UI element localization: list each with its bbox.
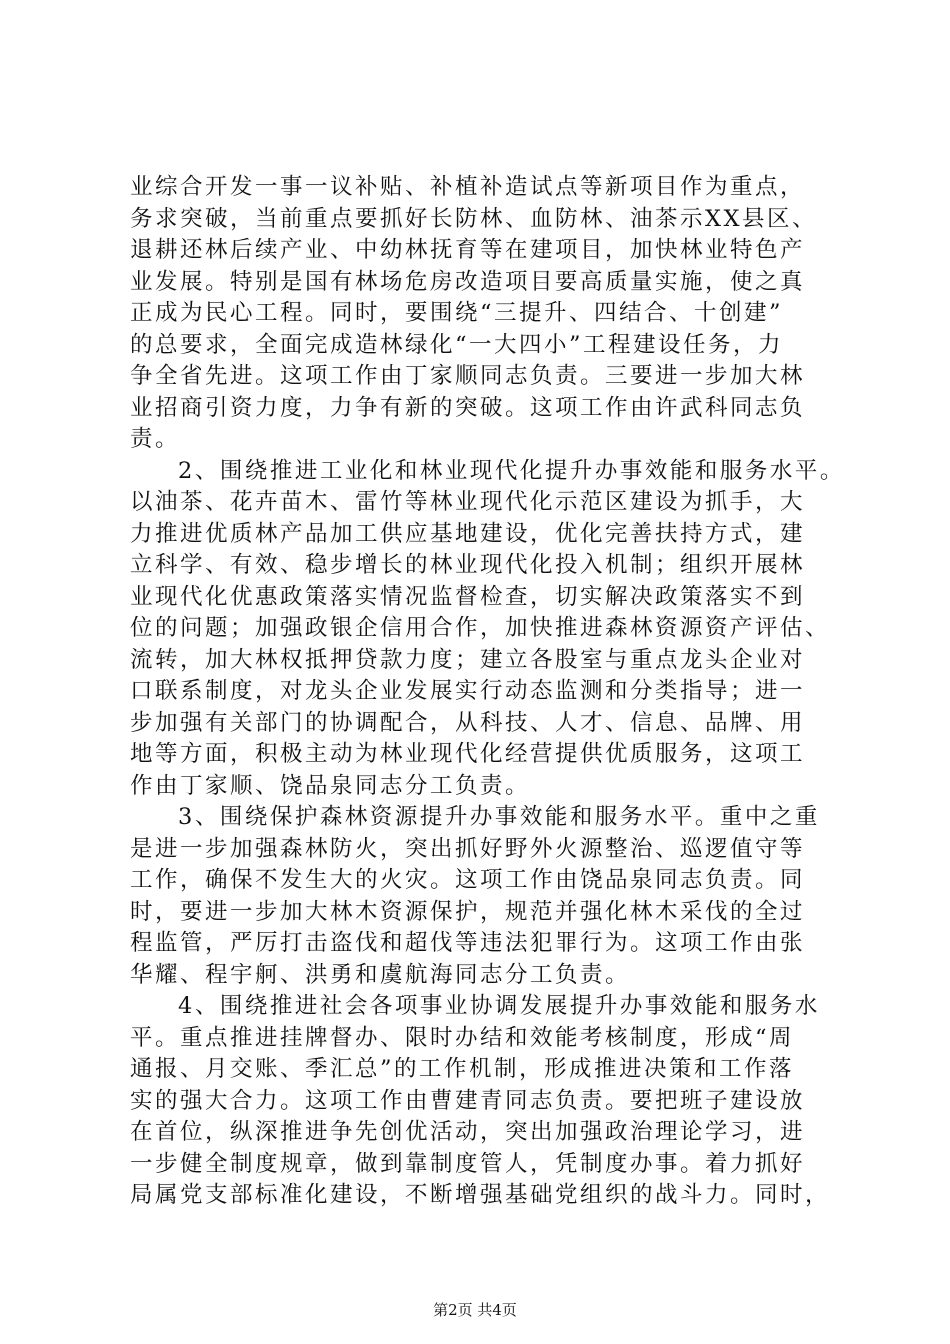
- text-line: 业现代化优惠政策落实情况监督检查，切实解决政策落实不到: [130, 583, 806, 610]
- text-line: 平。重点推进挂牌督办、限时办结和效能考核制度，形成“周: [130, 1024, 795, 1051]
- text-line: 位的问题；加强政银企信用合作，加快推进森林资源资产评估、: [130, 615, 831, 641]
- text-line: 实的强大合力。这项工作由曹建青同志负责。要把班子建设放: [130, 1087, 806, 1114]
- text-line: 业发展。特别是国有林场危房改造项目要高质量实施，使之真: [130, 268, 806, 295]
- text-line: 退耕还林后续产业、中幼林抚育等在建项目，加快林业特色产: [130, 237, 806, 263]
- text-line: 时，要进一步加大林木资源保护，规范并强化林木采伐的全过: [130, 898, 806, 925]
- text-line: 在首位，纵深推进争先创优活动，突出加强政治理论学习，进: [130, 1119, 806, 1145]
- text-line: 工作，确保不发生大的火灾。这项工作由饶品泉同志负责。同: [130, 867, 806, 893]
- text-line: 通报、月交账、季汇总”的工作机制，形成推进决策和工作落: [130, 1056, 795, 1082]
- text-line: 业招商引资力度，力争有新的突破。这项工作由许武科同志负: [130, 394, 806, 421]
- paragraph-start-2: 2、围绕推进工业化和林业现代化提升办事效能和服务水平。: [178, 457, 845, 484]
- text-line: 立科学、有效、稳步增长的林业现代化投入机制；组织开展林: [130, 552, 806, 578]
- page-number-footer: 第2页 共4页: [433, 1301, 517, 1319]
- text-line: 责。: [130, 426, 181, 452]
- text-line: 务求突破，当前重点要抓好长防林、血防林、油茶示XX县区、: [130, 205, 818, 232]
- text-line: 以油茶、花卉苗木、雷竹等林业现代化示范区建设为抓手，大: [130, 489, 806, 515]
- paragraph-start-4: 4、围绕推进社会各项事业协调发展提升办事效能和服务水: [178, 993, 820, 1019]
- text-line: 正成为民心工程。同时，要围绕“三提升、四结合、十创建”: [130, 300, 784, 326]
- text-line: 力推进优质林产品加工供应基地建设，优化完善扶持方式，建: [130, 520, 806, 547]
- document-body: [130, 172, 845, 1212]
- text-line: 流转，加大林权抵押贷款力度；建立各股室与重点龙头企业对: [130, 646, 806, 673]
- text-line: 是进一步加强森林防火，突出抓好野外火源整治、巡逻值守等: [130, 835, 806, 862]
- text-line: 地等方面，积极主动为林业现代化经营提供优质服务，这项工: [130, 741, 806, 767]
- text-line: 业综合开发一事一议补贴、补植补造试点等新项目作为重点，: [130, 174, 806, 200]
- text-line: 作由丁家顺、饶品泉同志分工负责。: [130, 772, 531, 799]
- text-line: 一步健全制度规章，做到靠制度管人，凭制度办事。着力抓好: [130, 1150, 806, 1177]
- text-line: 步加强有关部门的协调配合，从科技、人才、信息、品牌、用: [130, 709, 806, 736]
- text-line: 局属党支部标准化建设，不断增强基础党组织的战斗力。同时，: [130, 1182, 831, 1208]
- text-line: 华耀、程宇舸、洪勇和虞航海同志分工负责。: [130, 961, 631, 988]
- text-line: 的总要求，全面完成造林绿化“一大四小”工程建设任务，力: [130, 331, 784, 358]
- text-line: 争全省先进。这项工作由丁家顺同志负责。三要进一步加大林: [130, 363, 806, 389]
- text-line: 程监管，严厉打击盗伐和超伐等违法犯罪行为。这项工作由张: [130, 930, 806, 956]
- text-line: 口联系制度，对龙头企业发展实行动态监测和分类指导；进一: [130, 678, 806, 704]
- paragraph-start-3: 3、围绕保护森林资源提升办事效能和服务水平。重中之重: [178, 804, 820, 830]
